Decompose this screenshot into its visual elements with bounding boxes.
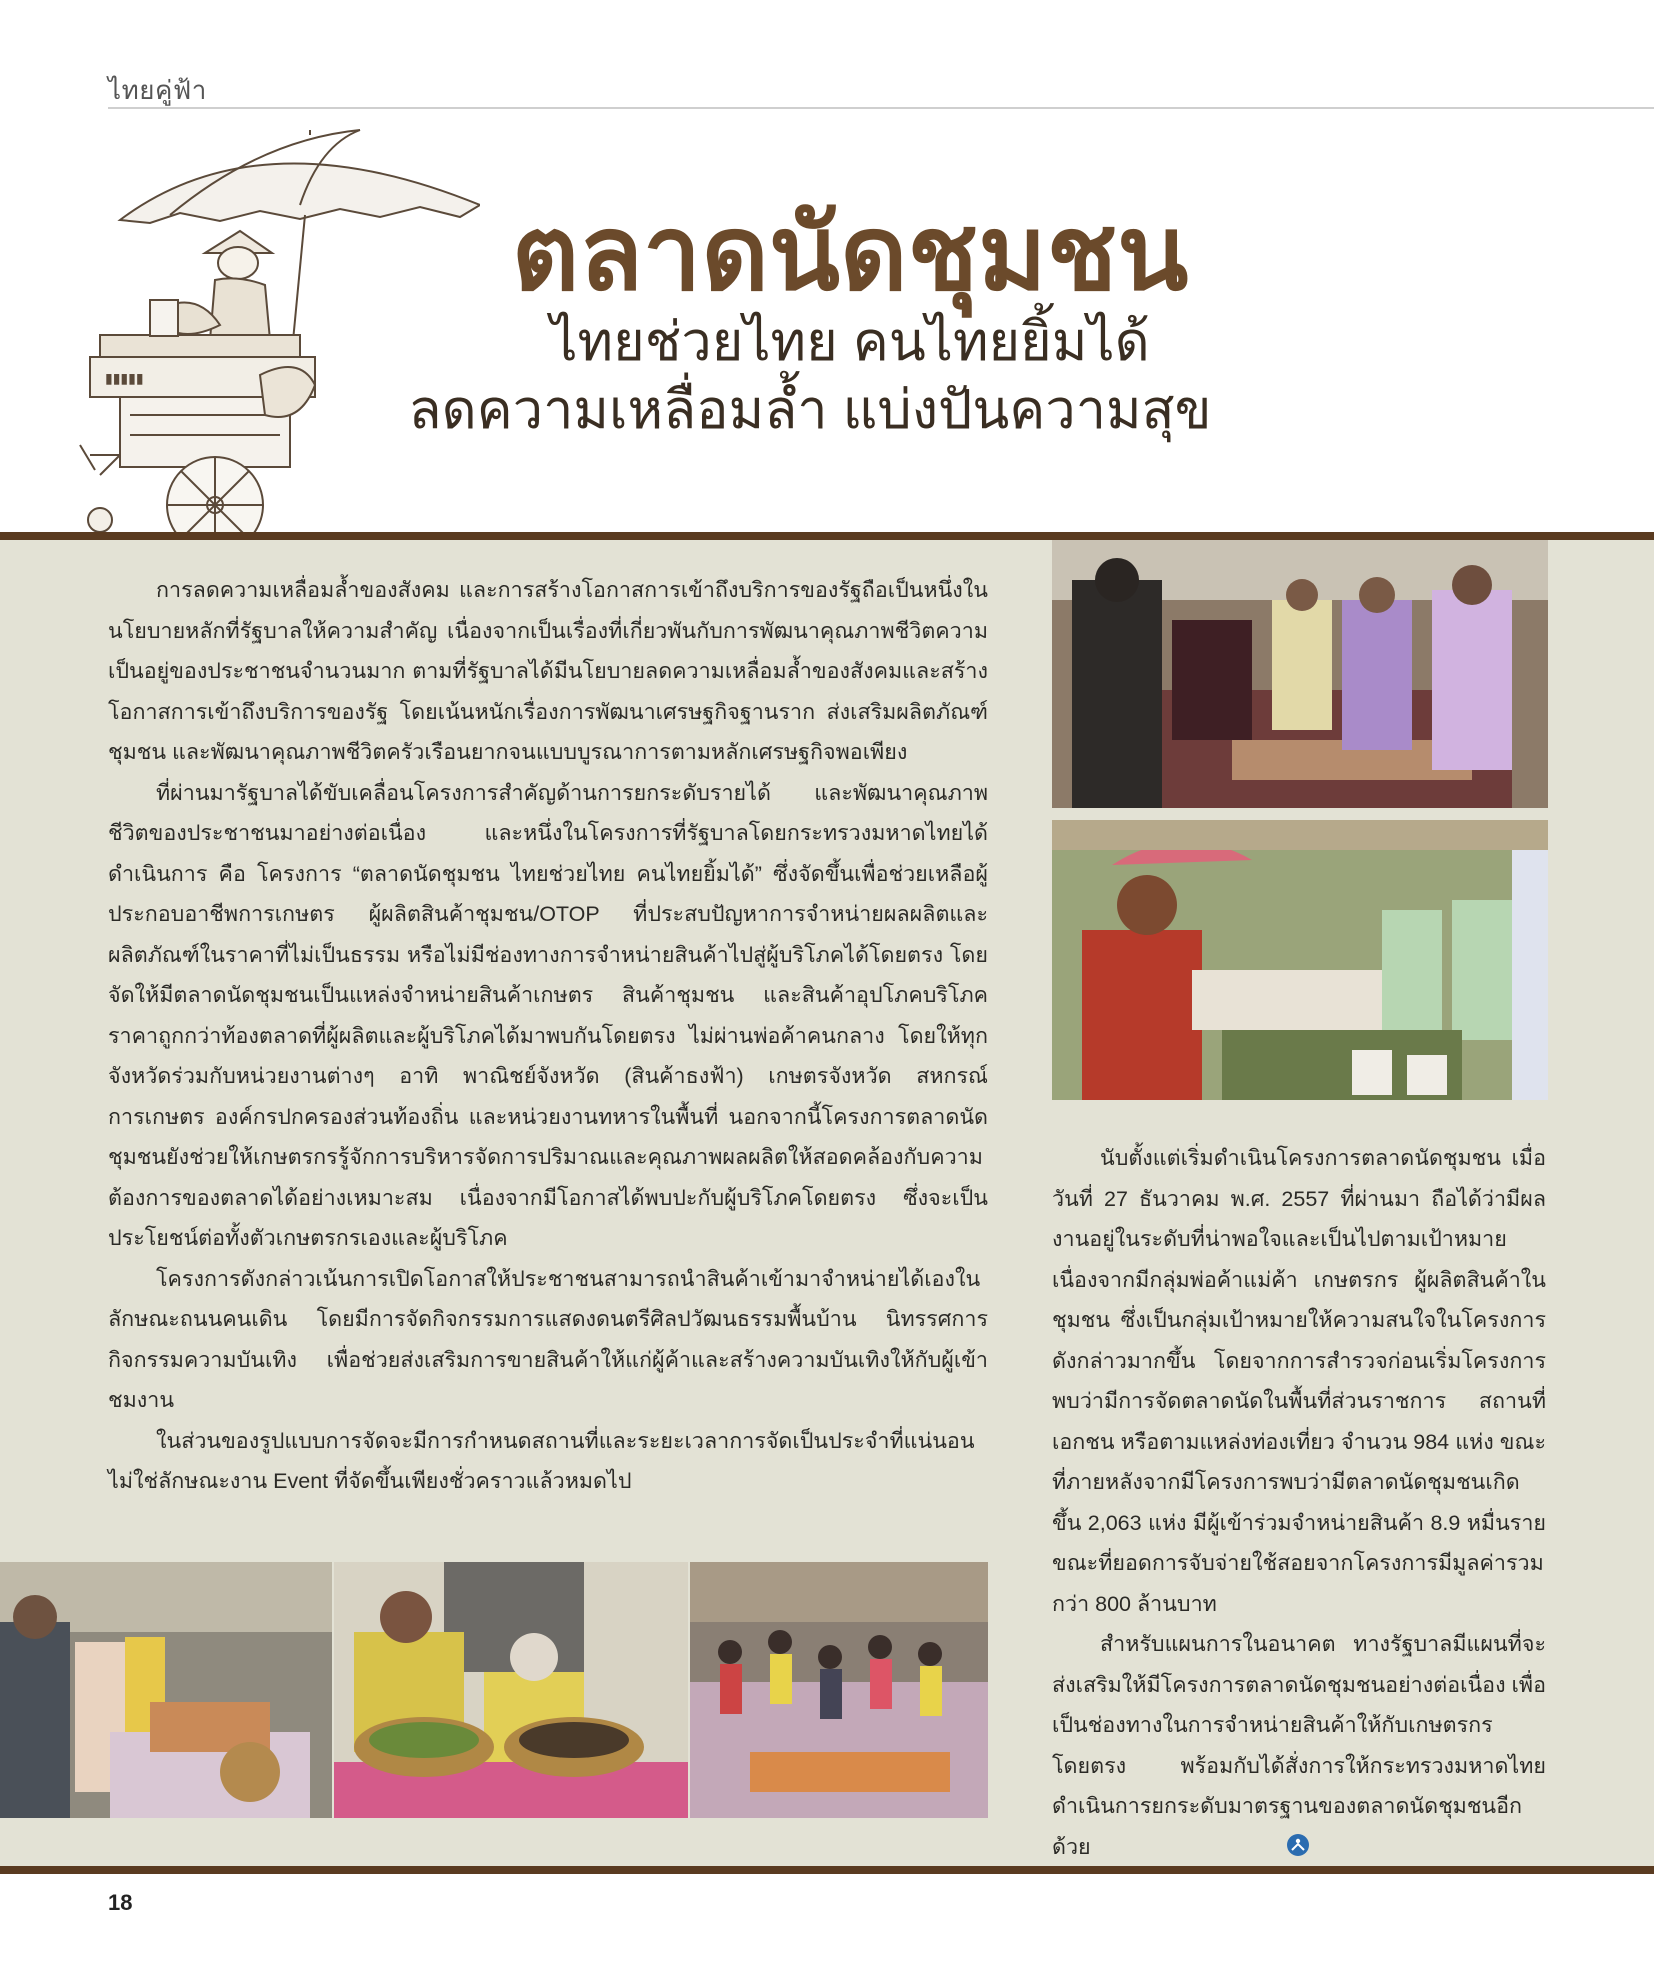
page-number: 18: [108, 1890, 133, 1915]
body-paragraph: ที่ผ่านมารัฐบาลได้ขับเคลื่อนโครงการสำคัญด้านการยกระดับรายได้ และพัฒนาคุณภาพชีวิตของประชาชนมาอย่างต่อเนื่อง และหนึ่งในโครงการที่รัฐบาลโดยกระทรวงมหาดไทยได้ดำเนินการ คือ โครงการ “ตลาดนัดชุมชน ไทยช่วยไทย คนไทยยิ้มได้” ซึ่งจัดขึ้นเพื่อช่วยเหลือผู้ประกอบอาชีพการเกษตร ผู้ผลิตสินค้าชุมชน/OTOP ที่ประสบปัญหาการจำหน่ายผลผลิตและผลิตภัณฑ์ในราคาที่ไม่เป็นธรรม หรือไม่มีช่องทางการจำหน่ายสินค้าไปสู่ผู้บริโภคได้โดยตรง โดยจัดให้มีตลาดนัดชุมชนเป็นแหล่งจำหน่ายสินค้าเกษตร สินค้าชุมชน และสินค้าอุปโภคบริโภคราคาถูกกว่าท้องตลาดที่ผู้ผลิตและผู้บริโภคได้มาพบกันโดยตรง ไม่ผ่านพ่อค้าคนกลาง โดยให้ทุกจังหวัดร่วมกับหน่วยงานต่างๆ อาทิ พาณิชย์จังหวัด (สินค้าธงฟ้า) เกษตรจังหวัด สหกรณ์การเกษตร องค์กรปกครองส่วนท้องถิ่น และหน่วยงานทหารในพื้นที่ นอกจากนี้โครงการตลาดนัดชุมชนยังช่วยให้เกษตรกรรู้จักการบริหารจัดการปริมาณและคุณภาพผลผลิตให้สอดคล้องกับความต้องการของตลาดได้อย่างเหมาะสม เนื่องจากมีโอกาสได้พบปะกับผู้บริโภคโดยตรง ซึ่งจะเป็นประโยชน์ต่อทั้งตัวเกษตรกรเองและผู้บริโภค: [108, 780, 988, 1250]
body-paragraph: นับตั้งแต่เริ่มดำเนินโครงการตลาดนัดชุมชน เมื่อวันที่ 27 ธันวาคม พ.ศ. 2557 ที่ผ่านมา ถือได้ว่ามีผลงานอยู่ในระดับที่น่าพอใจและเป็นไปตามเป้าหมาย เนื่องจากมีกลุ่มพ่อค้าแม่ค้า เกษตรกร ผู้ผลิตสินค้าในชุมชน ซึ่งเป็นกลุ่มเป้าหมายให้ความสนใจในโครงการดังกล่าวมากขึ้น โดยจากการสำรวจก่อนเริ่มโครงการพบว่ามีการจัดตลาดนัดในพื้นที่ส่วนราชการ สถานที่เอกชน หรือตามแหล่งท่องเที่ยว จำนวน 984 แห่ง ขณะที่ภายหลังจากมีโครงการพบว่ามีตลาดนัดชุมชนเกิดขึ้น 2,063 แห่ง มีผู้เข้าร่วมจำหน่ายสินค้า 8.9 หมื่นราย ขณะที่ยอดการจับจ่ายใช้สอยจากโครงการมีมูลค่ารวมกว่า 800 ล้านบาท: [1052, 1146, 1546, 1616]
subtitle-line-1: ไทยช่วยไทย คนไทยยิ้มได้: [550, 312, 1150, 373]
body-paragraph: โครงการดังกล่าวเน้นการเปิดโอกาสให้ประชาชนสามารถนำสินค้าเข้ามาจำหน่ายได้เองในลักษณะถนนคนเดิน โดยมีการจัดกิจกรรมการแสดงดนตรีศิลปวัฒนธรรมพื้นบ้าน นิทรรศการกิจกรรมความบันเทิง เพื่อช่วยส่งเสริมการขายสินค้าให้แก่ผู้ค้าและสร้างความบันเทิงให้กับผู้เข้าชมงาน: [108, 1266, 988, 1412]
photo-market-vendor: [1052, 820, 1548, 1100]
article-end-icon: [1286, 1833, 1310, 1857]
running-head: ไทยคู่ฟ้า: [108, 75, 207, 105]
body-paragraph: ในส่วนของรูปแบบการจัดจะมีการกำหนดสถานที่และระยะเวลาการจัดเป็นประจำที่แน่นอน ไม่ใช่ลักษณะงาน Event ที่จัดขึ้นเพียงชั่วคราวแล้วหมดไป: [108, 1428, 975, 1493]
photo-textile-stall: [1052, 540, 1548, 808]
svg-text:▮▮▮▮▮: ▮▮▮▮▮: [105, 371, 144, 387]
right-text-column: [1052, 1138, 1546, 1867]
subtitle-line-2: ลดความเหลื่อมล้ำ แบ่งปันความสุข: [408, 379, 1212, 440]
bottom-brown-bar: [0, 1866, 1654, 1874]
top-brown-bar: [0, 532, 1654, 540]
photo-crowded-market: [690, 1562, 988, 1818]
photo-street-market-shoppers: [0, 1562, 332, 1818]
left-text-column: [108, 570, 988, 1502]
header-rule: [108, 107, 1654, 109]
title-block: [380, 196, 1280, 444]
photo-women-selling-snacks: [334, 1562, 688, 1818]
article-title: ตลาดนัดชุมชน: [511, 196, 1189, 312]
body-paragraph: การลดความเหลื่อมล้ำของสังคม และการสร้างโอกาสการเข้าถึงบริการของรัฐถือเป็นหนึ่งในนโยบายหลักที่รัฐบาลให้ความสำคัญ เนื่องจากเป็นเรื่องที่เกี่ยวพันกับการพัฒนาคุณภาพชีวิตความเป็นอยู่ของประชาชนจำนวนมาก ตามที่รัฐบาลได้มีนโยบายลดความเหลื่อมล้ำของสังคมและสร้างโอกาสการเข้าถึงบริการของรัฐ โดยเน้นหนักเรื่องการพัฒนาเศรษฐกิจฐานราก ส่งเสริมผลิตภัณฑ์ชุมชน และพัฒนาคุณภาพชีวิตครัวเรือนยากจนแบบบูรณาการตามหลักเศรษฐกิจพอเพียง: [108, 578, 988, 764]
body-paragraph: สำหรับแผนการในอนาคต ทางรัฐบาลมีแผนที่จะส่งเสริมให้มีโครงการตลาดนัดชุมชนอย่างต่อเนื่อง เพื่อเป็นช่องทางในการจำหน่ายสินค้าให้กับเกษตรกรโดยตรง พร้อมกับได้สั่งการให้กระทรวงมหาดไทยดำเนินการยกระดับมาตรฐานของตลาดนัดชุมชนอีกด้วย: [1052, 1632, 1546, 1859]
